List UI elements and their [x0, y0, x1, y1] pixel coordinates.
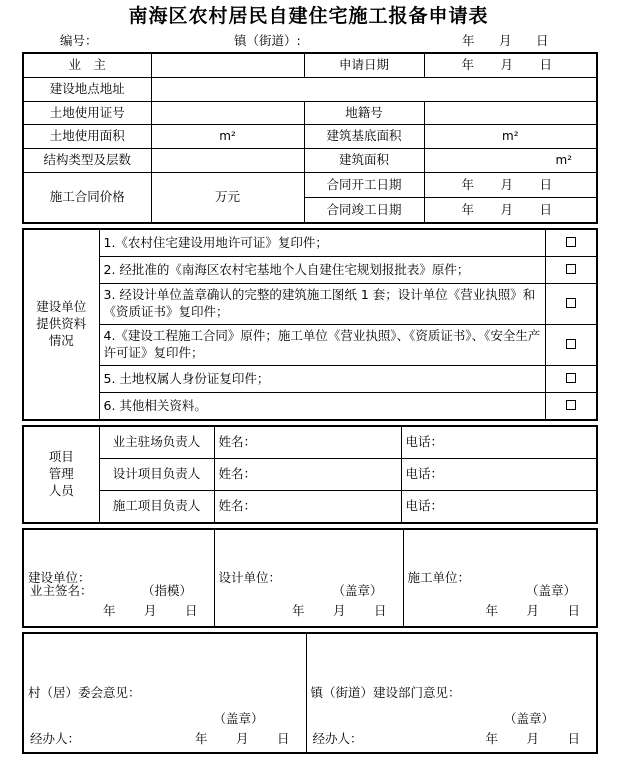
personnel-section-label-line-2: 管理 [48, 466, 74, 482]
structure-value-cell[interactable] [151, 149, 304, 173]
personnel-name-1[interactable]: 姓名： [214, 426, 401, 459]
finish-date-value[interactable]: 年 月 日 [424, 198, 597, 224]
material-checkbox-3[interactable] [545, 284, 597, 325]
material-item-2: 2. 经批准的《南海区农村宅基地个人自建住宅规划报批表》原件； [99, 257, 545, 284]
town-opinion-label: 镇（街道）建设部门意见： [310, 684, 461, 700]
contractor-unit-signature-cell[interactable] [403, 529, 597, 627]
structure-label: 结构类型及层数 [23, 149, 151, 173]
land-area-unit[interactable]: m² [151, 125, 304, 149]
basic-info-table [22, 52, 598, 224]
contractor-sign-date[interactable]: 年 月 日 [485, 603, 588, 619]
table-row [23, 393, 597, 421]
design-unit-signature-cell[interactable] [214, 529, 403, 627]
material-checkbox-1[interactable] [545, 229, 597, 257]
table-row [23, 53, 597, 78]
town-label: 镇（街道）: [234, 33, 301, 48]
contractor-seal-label: （盖章） [525, 583, 576, 599]
contractor-unit-label: 施工单位： [407, 569, 471, 585]
personnel-section-label [23, 426, 99, 523]
personnel-name-2[interactable]: 姓名： [214, 459, 401, 491]
table-row [23, 325, 597, 366]
material-item-3: 3. 经设计单位盖章确认的完整的建筑施工图纸 1 套；设计单位《营业执照》和《资质证书》复印件； [99, 284, 545, 325]
contract-price-label: 施工合同价格 [23, 173, 151, 224]
construction-unit-label: 建设单位： [28, 569, 91, 585]
floor-area-label: 建筑面积 [304, 149, 424, 173]
village-opinion-label: 村（居）委会意见： [28, 684, 141, 700]
cadastral-label: 地籍号 [304, 102, 424, 125]
checkbox-icon[interactable] [566, 373, 576, 383]
checkbox-icon[interactable] [566, 298, 576, 308]
base-area-unit[interactable]: m² [424, 125, 597, 149]
personnel-phone-3[interactable]: 电话： [401, 491, 597, 524]
apply-date-value[interactable]: 年 月 日 [424, 53, 597, 78]
form-header-line [22, 30, 595, 52]
table-row [23, 78, 597, 102]
town-opinion-date[interactable]: 年 月 日 [485, 731, 588, 747]
material-checkbox-2[interactable] [545, 257, 597, 284]
site-address-label: 建设地点地址 [23, 78, 151, 102]
table-row [23, 125, 597, 149]
opinion-table [22, 632, 598, 754]
header-date-label: 年 月 日 [462, 33, 555, 48]
town-opinion-cell[interactable] [306, 633, 597, 753]
table-row [23, 491, 597, 524]
apply-date-label: 申请日期 [304, 53, 424, 78]
materials-section-label-line-2: 提供资料 [36, 316, 87, 332]
land-cert-label: 土地使用证号 [23, 102, 151, 125]
fingerprint-label: （指模） [142, 583, 193, 599]
table-row [23, 102, 597, 125]
personnel-section-label-line-1: 项目 [48, 449, 74, 465]
site-address-value-cell[interactable] [151, 78, 597, 102]
town-seal-label: （盖章） [503, 711, 554, 727]
start-date-label: 合同开工日期 [304, 173, 424, 198]
village-seal-label: （盖章） [213, 711, 264, 727]
village-opinion-cell[interactable] [23, 633, 306, 753]
checkbox-icon[interactable] [566, 237, 576, 247]
material-item-5: 5. 土地权属人身份证复印件； [99, 366, 545, 393]
base-area-label: 建筑基底面积 [304, 125, 424, 149]
materials-section-label [23, 229, 99, 420]
materials-section-label-line-3: 情况 [48, 332, 74, 348]
finish-date-label: 合同竣工日期 [304, 198, 424, 224]
village-opinion-date[interactable]: 年 月 日 [194, 731, 298, 747]
owner-value-cell[interactable] [151, 53, 304, 78]
personnel-role-3: 施工项目负责人 [99, 491, 214, 524]
design-seal-label: （盖章） [332, 583, 383, 599]
material-item-1: 1.《农村住宅建设用地许可证》复印件； [99, 229, 545, 257]
personnel-table [22, 425, 598, 524]
personnel-role-2: 设计项目负责人 [99, 459, 214, 491]
materials-table [22, 228, 598, 421]
material-checkbox-4[interactable] [545, 325, 597, 366]
table-row [23, 633, 597, 753]
table-row [23, 459, 597, 491]
design-unit-label: 设计单位： [218, 569, 282, 585]
owner-sign-label: 业主签名： [30, 583, 93, 599]
material-item-6: 6. 其他相关资料。 [99, 393, 545, 421]
checkbox-icon[interactable] [566, 264, 576, 274]
personnel-role-1: 业主驻场负责人 [99, 426, 214, 459]
material-checkbox-5[interactable] [545, 366, 597, 393]
land-cert-value-cell[interactable] [151, 102, 304, 125]
land-area-label: 土地使用面积 [23, 125, 151, 149]
personnel-name-3[interactable]: 姓名： [214, 491, 401, 524]
checkbox-icon[interactable] [566, 400, 576, 410]
signature-table [22, 528, 598, 628]
table-row [23, 229, 597, 257]
start-date-value[interactable]: 年 月 日 [424, 173, 597, 198]
personnel-phone-2[interactable]: 电话： [401, 459, 597, 491]
owner-label: 业 主 [23, 53, 151, 78]
table-row [23, 284, 597, 325]
page-title: 南海区农村居民自建住宅施工报备申请表 [128, 5, 489, 27]
table-row [23, 529, 597, 627]
materials-section-label-line-1: 建设单位 [36, 299, 87, 315]
personnel-section-label-line-3: 人员 [48, 482, 74, 498]
town-handler-label: 经办人： [312, 731, 363, 747]
village-handler-label: 经办人： [30, 731, 81, 747]
cadastral-value-cell[interactable] [424, 102, 597, 125]
material-checkbox-6[interactable] [545, 393, 597, 421]
table-row [23, 173, 597, 198]
floor-area-unit[interactable]: m² [424, 149, 597, 173]
personnel-phone-1[interactable]: 电话： [401, 426, 597, 459]
construction-unit-signature-cell[interactable] [23, 529, 214, 627]
design-sign-date[interactable]: 年 月 日 [291, 603, 395, 619]
table-row [23, 257, 597, 284]
serial-number-label: 编号： [60, 33, 98, 48]
construction-sign-date[interactable]: 年 月 日 [102, 603, 206, 619]
material-item-4: 4.《建设工程施工合同》原件；施工单位《营业执照》、《资质证书》、《安全生产许可证》复印件； [99, 325, 545, 366]
table-row [23, 366, 597, 393]
table-row [23, 149, 597, 173]
checkbox-icon[interactable] [566, 339, 576, 349]
table-row [23, 426, 597, 459]
contract-price-unit[interactable]: 万元 [151, 173, 304, 224]
